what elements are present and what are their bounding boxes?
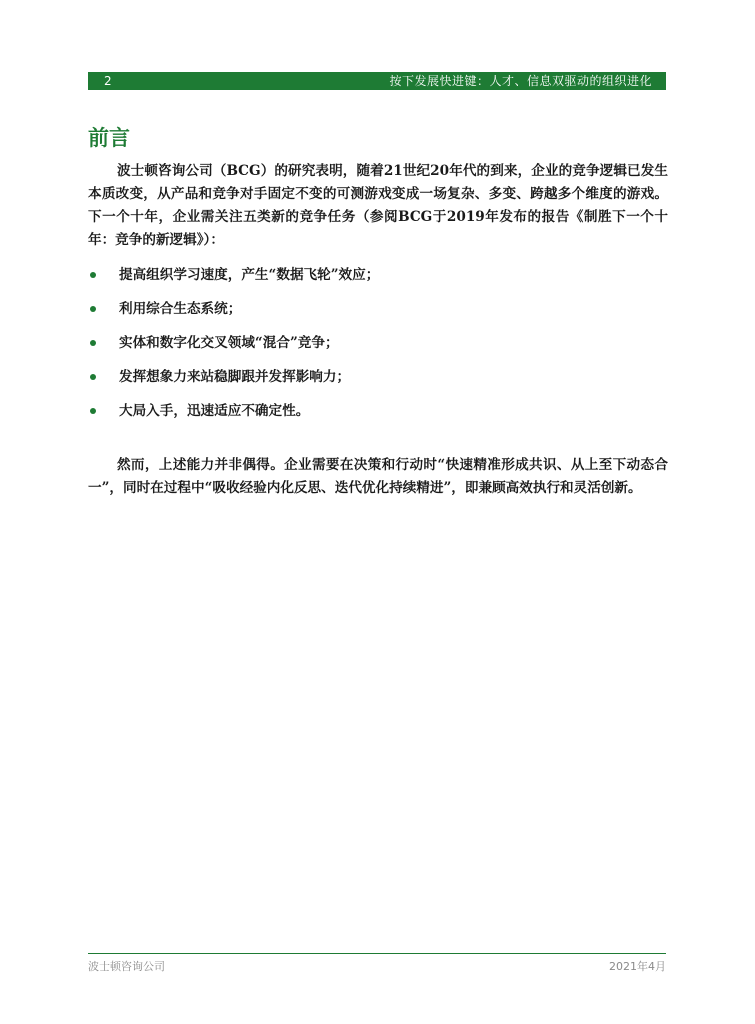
list-item bbox=[88, 332, 668, 366]
list-item-text: 提高组织学习速度，产生“数据飞轮”效应； bbox=[119, 267, 380, 283]
list-item-text: 利用综合生态系统； bbox=[119, 301, 242, 317]
bullet-dot-icon bbox=[90, 340, 96, 346]
report-title: 按下发展快进键：人才、信息双驱动的组织进化 bbox=[389, 74, 652, 88]
bullet-dot-icon bbox=[90, 374, 96, 380]
bullet-dot-icon bbox=[90, 408, 96, 414]
list-item-text: 实体和数字化交叉领域“混合”竞争； bbox=[119, 335, 339, 351]
bullet-dot-icon bbox=[90, 306, 96, 312]
header-bar bbox=[88, 72, 666, 90]
list-item bbox=[88, 298, 668, 332]
page-number: 2 bbox=[104, 74, 112, 88]
intro-paragraph: 波士顿咨询公司（BCG）的研究表明，随着21世纪20年代的到来，企业的竞争逻辑已发生本质改变，从产品和竞争对手固定不变的可测游戏变成一场复杂、多变、跨越多个维度的游戏。下一个十年，企业需关注五类新的竞争任务（参阅BCG于2019年发布的报告《制胜下一个十年：竞争的新逻辑》）： bbox=[88, 163, 668, 248]
section-title: 前言 bbox=[88, 125, 130, 150]
list-item-text: 大局入手，迅速适应不确定性。 bbox=[119, 403, 310, 419]
bullet-list bbox=[88, 264, 668, 434]
footer-publisher: 波士顿咨询公司 bbox=[88, 960, 165, 973]
list-item bbox=[88, 400, 668, 434]
footer-date: 2021年4月 bbox=[609, 960, 666, 973]
list-item bbox=[88, 264, 668, 298]
footer-divider bbox=[88, 953, 666, 954]
list-item-text: 发挥想象力来站稳脚跟并发挥影响力； bbox=[119, 369, 351, 385]
list-item bbox=[88, 366, 668, 400]
closing-paragraph: 然而，上述能力并非偶得。企业需要在决策和行动时“快速精准形成共识、从上至下动态合一”，同时在过程中“吸收经验内化反思、迭代优化持续精进”，即兼顾高效执行和灵活创新。 bbox=[88, 457, 668, 496]
bullet-dot-icon bbox=[90, 272, 96, 278]
